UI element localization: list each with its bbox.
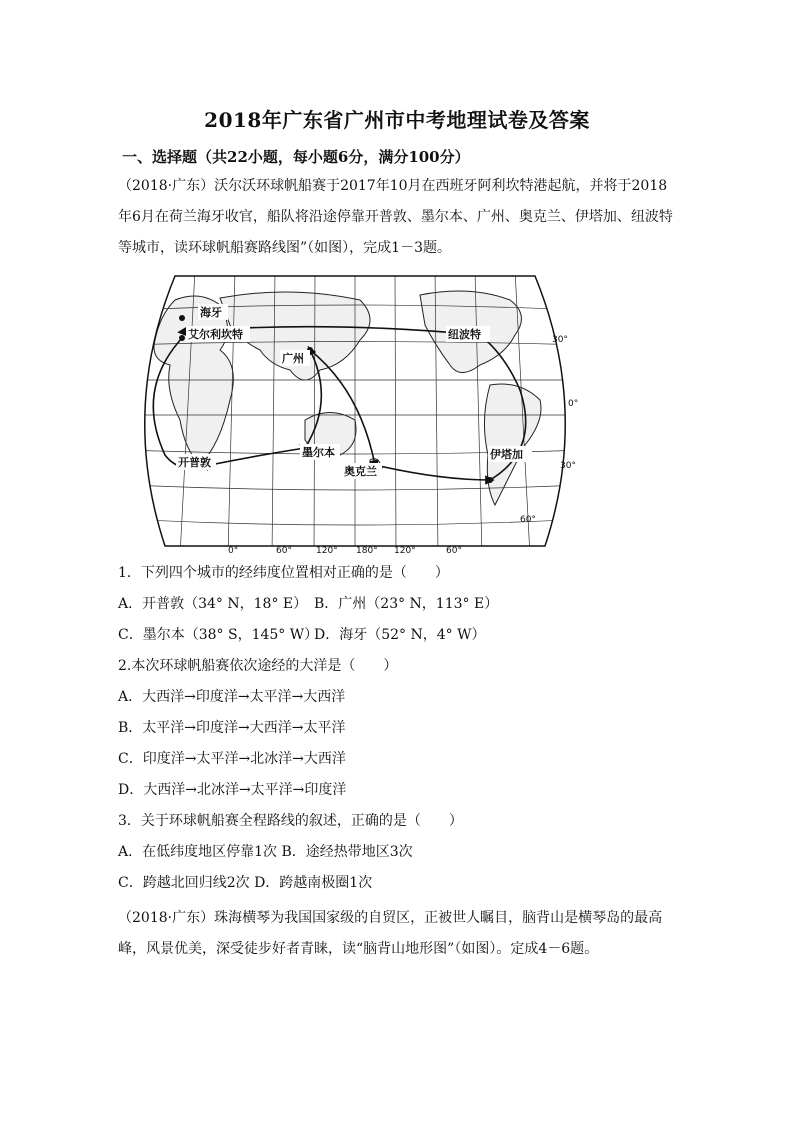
svg-text:60°: 60° <box>276 546 292 556</box>
label-capetown: 开普敦 <box>178 456 211 469</box>
svg-text:30°: 30° <box>560 461 576 471</box>
label-itajai: 伊塔加 <box>490 448 523 461</box>
q3-options-ab: A．在低纬度地区停靠1次 B．途经热带地区3次 <box>118 844 413 860</box>
svg-text:60°: 60° <box>446 546 462 556</box>
svg-text:180°: 180° <box>356 546 378 556</box>
label-auckland: 奥克兰 <box>344 465 377 478</box>
label-newport: 纽波特 <box>448 328 481 341</box>
label-melbourne: 墨尔本 <box>302 446 335 459</box>
longitude-labels <box>228 546 462 556</box>
svg-text:30°: 30° <box>552 335 568 345</box>
svg-text:60°: 60° <box>520 515 536 525</box>
label-haiya: 海牙 <box>200 306 222 319</box>
page-title: 2018年广东省广州市中考地理试卷及答案 <box>204 108 590 132</box>
svg-text:120°: 120° <box>394 546 416 556</box>
label-alicante: 艾尔利坎特 <box>188 328 243 341</box>
section-heading: 一、选择题（共22小题，每小题6分，满分100分） <box>122 148 470 166</box>
q3-options-cd: C．跨越北回归线2次 D．跨越南极圈1次 <box>118 875 373 891</box>
q2-option-c: C．印度洋→太平洋→北冰洋→大西洋 <box>118 751 346 767</box>
q1-option-b: B．广州（23° N，113° E） <box>314 596 499 612</box>
q1-option-d: D．海牙（52° N，4° W） <box>314 627 486 643</box>
q2-option-d: D．大西洋→北冰洋→太平洋→印度洋 <box>118 782 347 798</box>
q1-stem: 1．下列四个城市的经纬度位置相对正确的是（ ） <box>118 565 449 581</box>
svg-text:0°: 0° <box>568 399 579 409</box>
q1-option-a: A．开普敦（34° N，18° E） <box>118 596 308 612</box>
svg-text:0°: 0° <box>228 546 239 556</box>
q2-option-a: A．大西洋→印度洋→太平洋→大西洋 <box>118 689 346 705</box>
intro-paragraph-1: （2018·广东）沃尔沃环球帆船赛于2017年10月在西班牙阿利坎特港起航，并将于2018年6月在荷兰海牙收官，船队将沿途停靠开普敦、墨尔本、广州、奥克兰、伊塔加、纽波特等城市，读环球帆船赛路线图”（如图），完成1－3题。 <box>118 178 673 256</box>
q2-stem: 2.本次环球帆船赛依次途经的大洋是（ ） <box>118 658 398 674</box>
svg-text:120°: 120° <box>316 546 338 556</box>
q3-stem: 3．关于环球帆船赛全程路线的叙述，正确的是（ ） <box>118 813 463 829</box>
race-route-map <box>120 270 590 556</box>
intro-paragraph-2: （2018·广东）珠海横琴为我国国家级的自贸区，正被世人瞩目，脑背山是横琴岛的最高峰，风景优美，深受徒步好者青睐，读“脑背山地形图”（如图）。定成4－6题。 <box>118 910 663 957</box>
label-guangzhou: 广州 <box>282 352 304 365</box>
q2-option-b: B．太平洋→印度洋→大西洋→太平洋 <box>118 720 346 736</box>
q1-option-c: C．墨尔本（38° S，145° W） <box>118 627 319 643</box>
